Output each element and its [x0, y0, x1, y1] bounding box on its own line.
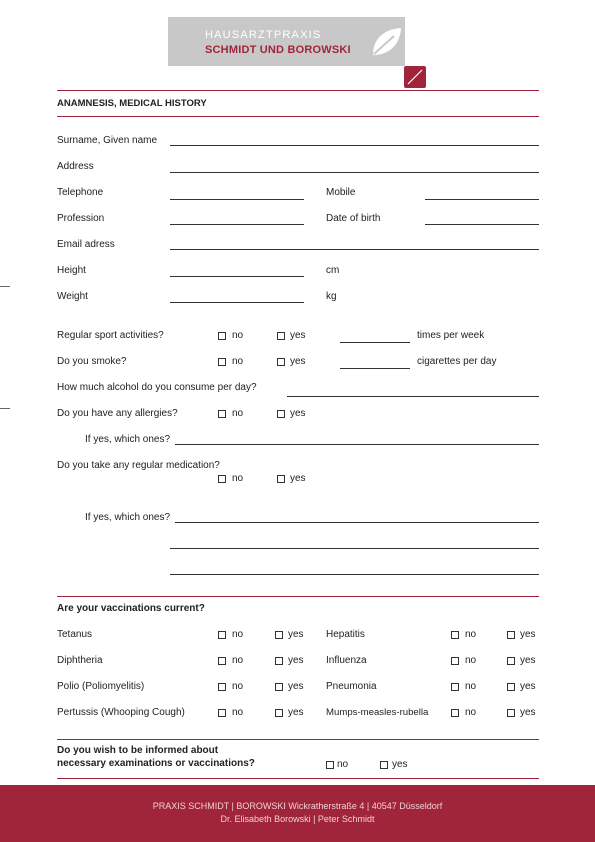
medication-no-label: no	[232, 473, 244, 484]
polio-no-checkbox[interactable]	[218, 683, 226, 691]
height-field[interactable]	[170, 276, 304, 277]
divider	[57, 596, 539, 597]
no-label: no	[232, 655, 244, 666]
vaccine-label: Pneumonia	[326, 681, 377, 692]
inform-question-line-2: necessary examinations or vaccinations?	[57, 758, 255, 769]
footer-address: PRAXIS SCHMIDT | BOROWSKI Wickratherstraße 4 | 40547 Düsseldorf	[152, 801, 443, 811]
allergies-no-checkbox[interactable]	[218, 410, 226, 418]
smoke-no-checkbox[interactable]	[218, 358, 226, 366]
footer	[0, 785, 595, 842]
logo-mark	[404, 66, 426, 88]
cigarettes-field[interactable]	[340, 368, 410, 369]
height-unit: cm	[326, 265, 340, 276]
sport-label: Regular sport activities?	[57, 330, 164, 341]
weight-field[interactable]	[170, 302, 304, 303]
inform-no-label: no	[337, 759, 349, 770]
pertussis-no-checkbox[interactable]	[218, 709, 226, 717]
medication-yes-label: yes	[290, 473, 306, 484]
inform-no-checkbox[interactable]	[326, 761, 334, 769]
logo-line-2: SCHMIDT UND BOROWSKI	[205, 44, 351, 56]
address-label: Address	[57, 161, 94, 172]
smoke-yes-label: yes	[290, 356, 306, 367]
yes-label: yes	[520, 681, 536, 692]
surname-label: Surname, Given name	[57, 135, 158, 146]
logo-line-1: HAUSARZTPRAXIS	[205, 29, 322, 41]
no-label: no	[465, 655, 477, 666]
telephone-label: Telephone	[57, 187, 104, 198]
no-label: no	[232, 707, 244, 718]
influenza-no-checkbox[interactable]	[451, 657, 459, 665]
footer-doctors: Dr. Elisabeth Borowski | Peter Schmidt	[220, 814, 375, 824]
no-label: no	[465, 707, 477, 718]
medication-extra-field[interactable]	[170, 548, 539, 549]
divider	[57, 90, 539, 91]
no-label: no	[465, 629, 477, 640]
height-label: Height	[57, 265, 86, 276]
yes-label: yes	[288, 707, 304, 718]
inform-yes-checkbox[interactable]	[380, 761, 388, 769]
sport-yes-checkbox[interactable]	[277, 332, 285, 340]
allergies-yes-label: yes	[290, 408, 306, 419]
medication-label: Do you take any regular medication?	[57, 460, 220, 471]
dob-field[interactable]	[425, 224, 539, 225]
tetanus-yes-checkbox[interactable]	[275, 631, 283, 639]
medication-extra-field[interactable]	[170, 574, 539, 575]
tetanus-no-checkbox[interactable]	[218, 631, 226, 639]
smoke-label: Do you smoke?	[57, 356, 127, 367]
mobile-label: Mobile	[326, 187, 356, 198]
medication-yes-checkbox[interactable]	[277, 475, 285, 483]
hepatitis-no-checkbox[interactable]	[451, 631, 459, 639]
yes-label: yes	[520, 655, 536, 666]
sport-no-checkbox[interactable]	[218, 332, 226, 340]
allergies-yes-checkbox[interactable]	[277, 410, 285, 418]
no-label: no	[465, 681, 477, 692]
address-field[interactable]	[170, 172, 539, 173]
yes-label: yes	[288, 655, 304, 666]
yes-label: yes	[288, 681, 304, 692]
mmr-yes-checkbox[interactable]	[507, 709, 515, 717]
profession-label: Profession	[57, 213, 105, 224]
mobile-field[interactable]	[425, 199, 539, 200]
medication-no-checkbox[interactable]	[218, 475, 226, 483]
surname-field[interactable]	[170, 145, 539, 146]
weight-unit: kg	[326, 291, 337, 302]
smoke-suffix: cigarettes per day	[417, 356, 497, 367]
leaf-icon	[368, 24, 404, 60]
sport-yes-label: yes	[290, 330, 306, 341]
email-label: Email adress	[57, 239, 115, 250]
influenza-yes-checkbox[interactable]	[507, 657, 515, 665]
profession-field[interactable]	[170, 224, 304, 225]
form-title: ANAMNESIS, MEDICAL HISTORY	[57, 98, 207, 109]
inform-question-line-1: Do you wish to be informed about	[57, 745, 219, 756]
vaccine-label: Tetanus	[57, 629, 93, 640]
vaccine-label: Diphtheria	[57, 655, 103, 666]
yes-label: yes	[520, 629, 536, 640]
yes-label: yes	[288, 629, 304, 640]
telephone-field[interactable]	[170, 199, 304, 200]
weight-label: Weight	[57, 291, 88, 302]
vaccine-label: Hepatitis	[326, 629, 365, 640]
diphtheria-yes-checkbox[interactable]	[275, 657, 283, 665]
polio-yes-checkbox[interactable]	[275, 683, 283, 691]
mmr-no-checkbox[interactable]	[451, 709, 459, 717]
allergies-label: Do you have any allergies?	[57, 408, 178, 419]
smoke-no-label: no	[232, 356, 244, 367]
vaccinations-heading: Are your vaccinations current?	[57, 603, 205, 614]
no-label: no	[232, 681, 244, 692]
pneumonia-yes-checkbox[interactable]	[507, 683, 515, 691]
smoke-yes-checkbox[interactable]	[277, 358, 285, 366]
pneumonia-no-checkbox[interactable]	[451, 683, 459, 691]
alcohol-label: How much alcohol do you consume per day?	[57, 382, 257, 393]
vaccine-label: Mumps-measles-rubella	[326, 707, 429, 718]
dob-label: Date of birth	[326, 213, 381, 224]
medication-which-label: If yes, which ones?	[85, 512, 171, 523]
medication-which-field[interactable]	[175, 522, 539, 523]
no-label: no	[232, 629, 244, 640]
sport-times-field[interactable]	[340, 342, 410, 343]
fold-mark	[0, 408, 10, 409]
allergies-which-label: If yes, which ones?	[85, 434, 171, 445]
inform-yes-label: yes	[392, 759, 408, 770]
sport-suffix: times per week	[417, 330, 485, 341]
fold-mark	[0, 286, 10, 287]
vaccine-label: Pertussis (Whooping Cough)	[57, 707, 185, 718]
yes-label: yes	[520, 707, 536, 718]
allergies-no-label: no	[232, 408, 244, 419]
vaccine-label: Influenza	[326, 655, 367, 666]
sport-no-label: no	[232, 330, 244, 341]
hepatitis-yes-checkbox[interactable]	[507, 631, 515, 639]
divider	[57, 739, 539, 740]
alcohol-field[interactable]	[287, 396, 539, 397]
vaccine-label: Polio (Poliomyelitis)	[57, 681, 145, 692]
divider	[57, 778, 539, 779]
allergies-which-field[interactable]	[175, 444, 539, 445]
pertussis-yes-checkbox[interactable]	[275, 709, 283, 717]
diphtheria-no-checkbox[interactable]	[218, 657, 226, 665]
divider	[57, 116, 539, 117]
email-field[interactable]	[170, 249, 539, 250]
